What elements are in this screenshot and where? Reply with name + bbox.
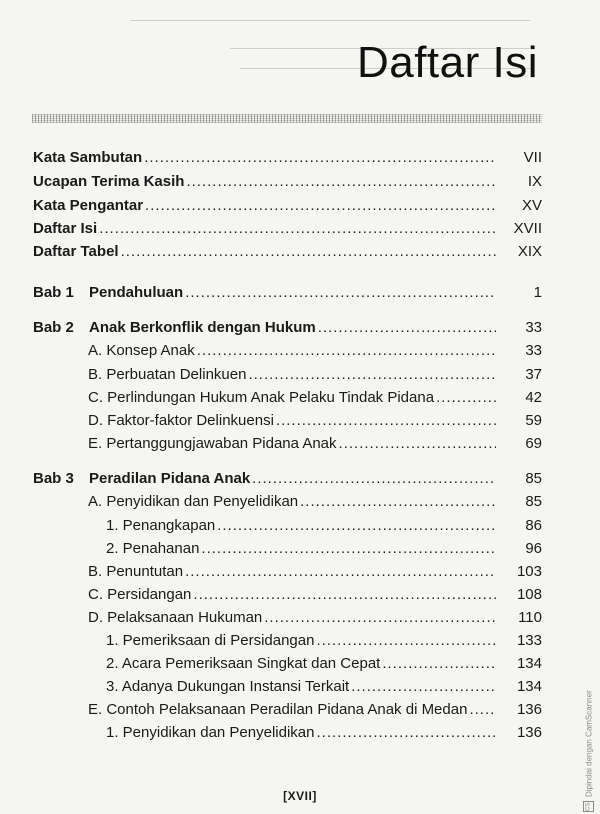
toc-entry-daftar-tabel[interactable] bbox=[33, 242, 542, 262]
toc-entry-page: 134 bbox=[516, 655, 542, 672]
toc-entry-page: 96 bbox=[525, 540, 542, 557]
toc-entry-page: 33 bbox=[525, 319, 542, 336]
toc-entry-label: 1. Pemeriksaan di Persidangan bbox=[106, 632, 315, 649]
toc-entry-page: XV bbox=[521, 197, 542, 214]
toc-chapter-bab-3[interactable] bbox=[33, 469, 542, 489]
toc-entry-label: C. Perlindungan Hukum Anak Pelaku Tindak Pidana bbox=[88, 389, 435, 406]
toc-entry-label: Daftar Tabel bbox=[33, 243, 119, 260]
toc-entry-label: 1. Penangkapan bbox=[106, 517, 216, 534]
toc-entry-page: 69 bbox=[525, 435, 542, 452]
toc-entry-label: A. Konsep Anak bbox=[88, 342, 195, 359]
toc-entry-label: Ucapan Terima Kasih bbox=[33, 173, 185, 190]
scanner-watermark bbox=[582, 612, 596, 812]
toc-entry-page: 110 bbox=[518, 609, 542, 626]
toc-subsection[interactable] bbox=[106, 723, 542, 743]
dot-leader bbox=[469, 700, 496, 720]
toc-entry-page: 103 bbox=[516, 563, 542, 580]
toc-entry-page: 136 bbox=[516, 724, 542, 741]
dot-leader bbox=[248, 365, 496, 385]
dot-leader bbox=[145, 196, 496, 216]
dot-leader bbox=[217, 516, 496, 536]
scanner-watermark-text: Dipindai dengan CamScanner bbox=[584, 690, 594, 797]
toc-section[interactable] bbox=[88, 562, 542, 582]
chapter-number: Bab 1 bbox=[33, 284, 74, 301]
toc-section[interactable] bbox=[88, 365, 542, 385]
toc-entry-page: 59 bbox=[525, 412, 542, 429]
toc-entry-label: B. Penuntutan bbox=[88, 563, 184, 580]
toc-subsection[interactable] bbox=[106, 631, 542, 651]
toc-section[interactable] bbox=[88, 388, 542, 408]
toc-entry-page: 33 bbox=[525, 342, 542, 359]
toc-entry-label: D. Faktor-faktor Delinkuensi bbox=[88, 412, 274, 429]
page-title: Daftar Isi bbox=[356, 38, 538, 87]
toc-section[interactable] bbox=[88, 434, 542, 454]
toc-entry-page: 85 bbox=[525, 470, 542, 487]
toc-entry-label: A. Penyidikan dan Penyelidikan bbox=[88, 493, 299, 510]
chapter-title: Anak Berkonflik dengan Hukum bbox=[89, 319, 316, 336]
toc-entry-label: 1. Penyidikan dan Penyelidikan bbox=[106, 724, 315, 741]
dot-leader bbox=[300, 492, 496, 512]
toc-entry-kata-sambutan[interactable] bbox=[33, 148, 542, 168]
toc-entry-kata-pengantar[interactable] bbox=[33, 196, 542, 216]
toc-entry-page: 37 bbox=[525, 366, 542, 383]
toc-section[interactable] bbox=[88, 492, 542, 512]
toc-subsection[interactable] bbox=[106, 654, 542, 674]
decorative-rule bbox=[32, 114, 542, 123]
toc-entry-page: 134 bbox=[516, 678, 542, 695]
toc-entry-label: D. Pelaksanaan Hukuman bbox=[88, 609, 263, 626]
dot-leader bbox=[351, 677, 496, 697]
toc-subsection[interactable] bbox=[106, 677, 542, 697]
toc-section[interactable] bbox=[88, 585, 542, 605]
toc-subsection[interactable] bbox=[106, 539, 542, 559]
dot-leader bbox=[382, 654, 496, 674]
dot-leader bbox=[186, 172, 496, 192]
dot-leader bbox=[185, 562, 496, 582]
dot-leader bbox=[252, 469, 496, 489]
toc-entry-page: 86 bbox=[525, 517, 542, 534]
toc-entry-page: VII bbox=[523, 149, 542, 166]
dot-leader bbox=[264, 608, 496, 628]
toc-entry-label: E. Pertanggungjawaban Pidana Anak bbox=[88, 435, 337, 452]
dot-leader bbox=[193, 585, 496, 605]
dot-leader bbox=[318, 318, 496, 338]
toc-entry-label: 2. Acara Pemeriksaan Singkat dan Cepat bbox=[106, 655, 381, 672]
toc-section[interactable] bbox=[88, 700, 542, 720]
toc-entry-label: B. Perbuatan Delinkuen bbox=[88, 366, 247, 383]
toc-entry-label: Kata Pengantar bbox=[33, 197, 144, 214]
dot-leader bbox=[185, 283, 496, 303]
dot-leader bbox=[276, 411, 496, 431]
toc-entry-page: 136 bbox=[516, 701, 542, 718]
chapter-number: Bab 3 bbox=[33, 470, 74, 487]
toc-section[interactable] bbox=[88, 411, 542, 431]
toc-entry-ucapan-terima-kasih[interactable] bbox=[33, 172, 542, 192]
toc-entry-label: E. Contoh Pelaksanaan Peradilan Pidana Anak di Medan bbox=[88, 701, 468, 718]
dot-leader bbox=[316, 723, 496, 743]
toc-entry-label: Daftar Isi bbox=[33, 220, 98, 237]
toc-entry-label: Kata Sambutan bbox=[33, 149, 143, 166]
toc-entry-page: XVII bbox=[513, 220, 542, 237]
toc-chapter-bab-2[interactable] bbox=[33, 318, 542, 338]
toc-section[interactable] bbox=[88, 608, 542, 628]
toc-entry-page: 42 bbox=[525, 389, 542, 406]
dot-leader bbox=[121, 242, 496, 262]
dot-leader bbox=[201, 539, 496, 559]
toc-entry-page: 1 bbox=[533, 284, 542, 301]
dot-leader bbox=[144, 148, 496, 168]
dot-leader bbox=[316, 631, 496, 651]
toc-chapter-bab-1[interactable] bbox=[33, 283, 542, 303]
chapter-number: Bab 2 bbox=[33, 319, 74, 336]
toc-entry-page: IX bbox=[527, 173, 542, 190]
show-through-line bbox=[130, 20, 530, 21]
camscanner-icon: CS bbox=[584, 801, 595, 812]
dot-leader bbox=[339, 434, 496, 454]
dot-leader bbox=[436, 388, 496, 408]
chapter-title: Pendahuluan bbox=[89, 284, 184, 301]
toc-section[interactable] bbox=[88, 341, 542, 361]
toc-entry-label: C. Persidangan bbox=[88, 586, 192, 603]
toc-entry-page: 133 bbox=[516, 632, 542, 649]
dot-leader bbox=[197, 341, 496, 361]
toc-entry-label: 2. Penahanan bbox=[106, 540, 200, 557]
toc-entry-page: 108 bbox=[516, 586, 542, 603]
toc-entry-label: 3. Adanya Dukungan Instansi Terkait bbox=[106, 678, 350, 695]
dot-leader bbox=[99, 219, 496, 239]
toc-entry-daftar-isi[interactable] bbox=[33, 219, 542, 239]
chapter-title: Peradilan Pidana Anak bbox=[89, 470, 251, 487]
page-number: [XVII] bbox=[283, 789, 317, 803]
toc-entry-page: XIX bbox=[517, 243, 542, 260]
toc-subsection[interactable] bbox=[106, 516, 542, 536]
toc-entry-page: 85 bbox=[525, 493, 542, 510]
